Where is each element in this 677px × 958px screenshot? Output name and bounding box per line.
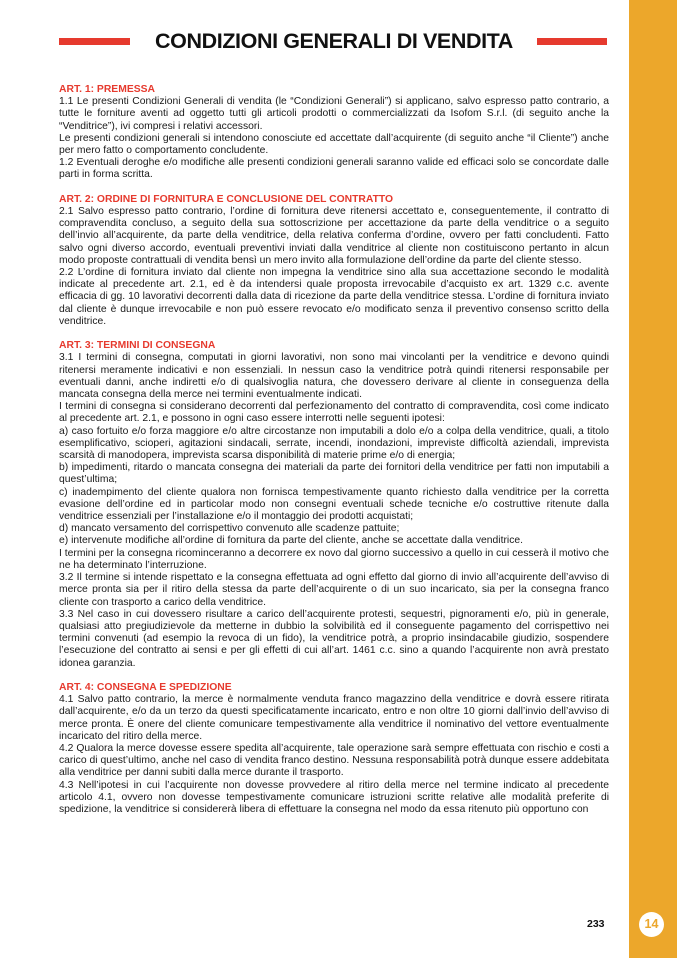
paragraph: 3.3 Nel caso in cui dovessero risultare a carico dell’acquirente protesti, sequestri, pignoramenti e/o, più in generale, qualsiasi atto pregiudizievole da metterne in dubbio la solvibilità ed il conseguente pagamento del corrispettivo nei termini convenuti (ad esempio la revoca di un fido), la venditrice potrà, a proprio insindacabile giudizio, sospendere l’esecuzione del contratto ai sensi e per gli effetti di cui all’art. 1461 c.c. sino a quando l’acquirente non avrà prestato idonea garanzia. xyxy=(59,608,609,669)
article-2 xyxy=(59,194,609,328)
title-rule-left xyxy=(59,38,130,45)
paragraph: 3.2 Il termine si intende rispettato e la consegna effettuata ad ogni effetto dal giorno di invio all’acquirente dell’avviso di merce pronta sia per il ritiro della stessa da parte dell’acquirente o di un suo incaricato, sia per la consegna franco cliente con trasporto a carico della venditrice. xyxy=(59,572,609,608)
terms-body xyxy=(59,84,609,828)
paragraph: 1.1 Le presenti Condizioni Generali di vendita (le “Condizioni Generali”) si applicano, salvo espresso patto contrario, a tutte le forniture aventi ad oggetto tutti gli articoli prodotti o commercializzati da Isofom S.r.l. (di seguito anche la “Venditrice”), ivi compresi i relativi accessori. xyxy=(59,96,609,132)
article-heading: ART. 1: PREMESSA xyxy=(59,84,155,95)
title-rule-right xyxy=(537,38,607,45)
paragraph: d) mancato versamento del corrispettivo convenuto alle scadenze pattuite; xyxy=(59,523,400,535)
paragraph: 4.2 Qualora la merce dovesse essere spedita all’acquirente, tale operazione sarà sempre effettuata con rischio e costi a carico di quest’ultimo, anche nel caso di vendita franco destino. Nessuna responsabilità potrà dunque essere addebitata alla venditrice per danni subiti dalla merce durante il trasporto. xyxy=(59,742,609,779)
paragraph: 4.3 Nell’ipotesi in cui l’acquirente non dovesse provvedere al ritiro della merce nel termine indicato al precedente articolo 4.1, ovvero non dovesse tempestivamente comunicare istruzioni scritte relative alle modalità preferite di spedizione, la venditrice si considererà libera di effettuare la consegna nel modo da essa ritenuto più opportuno con xyxy=(59,779,609,815)
section-number-badge: 14 xyxy=(639,912,664,937)
paragraph: 4.1 Salvo patto contrario, la merce è normalmente venduta franco magazzino della venditrice e dovrà essere ritirata dall’acquirente, e/o da un terzo da questi specificatamente incaricato, entro e non oltre 10 giorni dall’invio dell’avviso di merce pronta. È onere del cliente comunicare tempestivamente alla venditrice il nominativo del vettore eventualmente incaricato del ritiro della merce. xyxy=(59,694,609,742)
article-4 xyxy=(59,682,609,816)
paragraph: 3.1 I termini di consegna, computati in giorni lavorativi, non sono mai vincolanti per la venditrice e devono quindi ritenersi meramente indicativi e non essenziali. In nessun caso la venditrice potrà quindi ritenersi responsabile per eventuali danni, anche indiretti e/o di qualsivoglia natura, che dovessero derivare al cliente in conseguenza della mancata consegna della merce nei termini eventualmente indicati. xyxy=(59,352,609,401)
article-heading: ART. 3: TERMINI DI CONSEGNA xyxy=(59,340,216,352)
article-heading: ART. 4: CONSEGNA E SPEDIZIONE xyxy=(59,681,232,693)
paragraph: 1.2 Eventuali deroghe e/o modifiche alle presenti condizioni generali saranno valide ed efficaci solo se concordate dalle parti in forma scritta. xyxy=(59,157,609,181)
paragraph: I termini per la consegna ricominceranno a decorrere ex novo dal giorno successivo a quello in cui cesserà il motivo che ne ha determinato l’interruzione. xyxy=(59,547,609,571)
paragraph: I termini di consegna si considerano decorrenti dal perfezionamento del contratto di compravendita, così come indicato al precedente art. 2.1, e possono in ogni caso essere interrotti nelle seguenti ipotesi: xyxy=(59,401,609,425)
paragraph: a) caso fortuito e/o forza maggiore e/o altre circostanze non imputabili a dolo e/o a colpa della venditrice, quali, a titolo esemplificativo, scioperi, agitazioni sindacali, serrate, incendi, inondazioni, impreviste difficoltà aziendali, imprevista scarsità di manodopera, imprevista scarsa disponibilità di materie prime e/o di energia; xyxy=(59,425,609,462)
paragraph: Le presenti condizioni generali si intendono conosciute ed accettate dall’acquirente (di seguito anche “il Cliente”) anche per mero fatto o comportamento concludente. xyxy=(59,132,609,157)
paragraph: e) intervenute modifiche all’ordine di fornitura da parte del cliente, anche se accettate dalla venditrice. xyxy=(59,535,524,547)
paragraph: b) impedimenti, ritardo o mancata consegna dei materiali da parte dei fornitori della venditrice per fatti non imputabili a quest’ultima; xyxy=(59,462,609,486)
article-heading: ART. 2: ORDINE DI FORNITURA E CONCLUSIONE DEL CONTRATTO xyxy=(59,193,394,205)
page-title: CONDIZIONI GENERALI DI VENDITA xyxy=(155,29,513,53)
paragraph: 2.2 L’ordine di fornitura inviato dal cliente non impegna la venditrice sino alla sua accettazione secondo le modalità indicate al precedente art. 2.1, ed è da intendersi quale proposta irrevocabile d’acquisto ex art. 1329 c.c. avente efficacia di gg. 10 lavorativi decorrenti dalla data di ricezione da parte della venditrice stessa. L’ordine di fornitura inviato dal cliente è dunque irrevocabile e non può essere revocato e/o modificato senza il preventivo consenso scritto della venditrice. xyxy=(59,267,609,327)
page-number: 233 xyxy=(587,918,605,930)
article-3 xyxy=(59,340,609,669)
paragraph: c) inadempimento del cliente qualora non fornisca tempestivamente quanto richiesto dalla venditrice per la corretta evasione dell’ordine ed in particolar modo non consegni eventuali schede tecniche e/o costruttive ritenute dalla venditrice essenziali per l’installazione e/o il montaggio dei prodotti acquistati; xyxy=(59,486,609,523)
paragraph: 2.1 Salvo espresso patto contrario, l’ordine di fornitura deve ritenersi accettato e, conseguentemente, il contratto di compravendita concluso, a seguito della sua sottoscrizione per accettazione da parte della venditrice o a seguito dell’invio all’acquirente, da parte della venditrice, della relativa conferma d’ordine, ovvero per fatti concludenti. Fatto salvo ogni diverso accordo, eventuali preventivi inviati dalla venditrice al cliente non costituiscono pertanto in alcun modo proposte contrattuali di vendita bensì un mero invito alla formulazione dell’ordine da parte del cliente stesso. xyxy=(59,206,609,266)
section-sidebar xyxy=(629,0,677,958)
article-1 xyxy=(59,84,609,182)
